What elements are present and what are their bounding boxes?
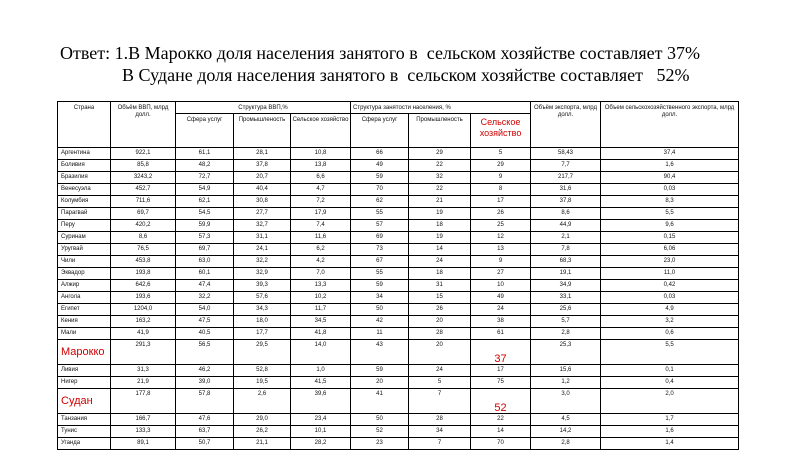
value-cell: 49 xyxy=(351,160,409,172)
value-cell: 9 xyxy=(471,172,531,184)
value-cell: 21 xyxy=(409,196,471,208)
value-cell: 4,2 xyxy=(291,256,351,268)
table-row xyxy=(58,208,739,220)
value-cell: 163,2 xyxy=(111,316,176,328)
value-cell: 4,7 xyxy=(291,184,351,196)
country-cell: Уругвай xyxy=(58,244,111,256)
value-cell: 20 xyxy=(409,340,471,365)
value-cell: 25,6 xyxy=(531,304,601,316)
value-cell: 13 xyxy=(471,244,531,256)
value-cell: 4,5 xyxy=(531,414,601,426)
subheader-emp-agriculture: Сельское хозяйство xyxy=(471,114,531,148)
value-cell: 1,6 xyxy=(601,160,739,172)
value-cell: 5 xyxy=(471,148,531,160)
table-row xyxy=(58,292,739,304)
value-cell: 14 xyxy=(471,426,531,438)
header-gdp-structure: Структура ВВП,% xyxy=(176,102,351,114)
country-cell: Ангола xyxy=(58,292,111,304)
answer-line-1: Ответ: 1.В Марокко доля населения занятого в сельском хозяйстве составляет 37% xyxy=(60,43,700,63)
value-cell: 22 xyxy=(471,414,531,426)
value-cell: 89,1 xyxy=(111,438,176,450)
value-cell: 76,5 xyxy=(111,244,176,256)
value-cell: 2,0 xyxy=(601,389,739,414)
value-cell: 0,4 xyxy=(601,377,739,389)
country-cell: Алжир xyxy=(58,280,111,292)
value-cell: 11,7 xyxy=(291,304,351,316)
value-cell: 6,6 xyxy=(291,172,351,184)
value-cell: 32,9 xyxy=(234,268,291,280)
value-cell: 55 xyxy=(351,208,409,220)
value-cell: 29,0 xyxy=(234,414,291,426)
table-row xyxy=(58,426,739,438)
value-cell: 29,5 xyxy=(234,340,291,365)
country-cell: Марокко xyxy=(58,340,111,365)
value-cell: 31,6 xyxy=(531,184,601,196)
value-cell: 7,7 xyxy=(531,160,601,172)
value-cell: 31 xyxy=(409,280,471,292)
value-cell: 32,2 xyxy=(234,256,291,268)
value-cell: 41,8 xyxy=(291,328,351,340)
value-cell: 47,5 xyxy=(176,316,234,328)
value-cell: 922,1 xyxy=(111,148,176,160)
header-gdp: Объём ВВП, млрд долл. xyxy=(111,102,176,148)
value-cell: 7 xyxy=(409,389,471,414)
value-cell: 52 xyxy=(351,426,409,438)
value-cell: 63,0 xyxy=(176,256,234,268)
value-cell: 32,7 xyxy=(234,220,291,232)
value-cell: 66 xyxy=(351,148,409,160)
value-cell: 22 xyxy=(409,160,471,172)
country-cell: Кения xyxy=(58,316,111,328)
table-row xyxy=(58,414,739,426)
value-cell: 3,0 xyxy=(531,389,601,414)
value-cell: 1,0 xyxy=(291,365,351,377)
value-cell: 6,2 xyxy=(291,244,351,256)
table-row xyxy=(58,304,739,316)
value-cell: 62 xyxy=(351,196,409,208)
value-cell: 54,0 xyxy=(176,304,234,316)
value-cell: 29 xyxy=(471,160,531,172)
table-row xyxy=(58,172,739,184)
value-cell: 32 xyxy=(409,172,471,184)
table-row xyxy=(58,268,739,280)
country-cell: Парагвай xyxy=(58,208,111,220)
value-cell: 72,7 xyxy=(176,172,234,184)
value-cell: 30,8 xyxy=(234,196,291,208)
value-cell: 34,9 xyxy=(531,280,601,292)
value-cell: 15 xyxy=(409,292,471,304)
value-cell: 37 xyxy=(471,340,531,365)
country-cell: Ливия xyxy=(58,365,111,377)
value-cell: 32,2 xyxy=(176,292,234,304)
value-cell: 34 xyxy=(351,292,409,304)
table-row xyxy=(58,316,739,328)
value-cell: 27,7 xyxy=(234,208,291,220)
value-cell: 21,1 xyxy=(234,438,291,450)
value-cell: 62,1 xyxy=(176,196,234,208)
value-cell: 26 xyxy=(471,208,531,220)
value-cell: 55 xyxy=(351,268,409,280)
table-row xyxy=(58,232,739,244)
value-cell: 13,3 xyxy=(291,280,351,292)
country-cell: Чили xyxy=(58,256,111,268)
value-cell: 34,5 xyxy=(291,316,351,328)
country-cell: Колумбия xyxy=(58,196,111,208)
value-cell: 23,0 xyxy=(601,256,739,268)
value-cell: 59,9 xyxy=(176,220,234,232)
value-cell: 24,1 xyxy=(234,244,291,256)
value-cell: 19,5 xyxy=(234,377,291,389)
country-cell: Танзания xyxy=(58,414,111,426)
table-row xyxy=(58,160,739,172)
value-cell: 8,6 xyxy=(111,232,176,244)
value-cell: 177,8 xyxy=(111,389,176,414)
value-cell: 12 xyxy=(471,232,531,244)
table-row xyxy=(58,244,739,256)
value-cell: 642,6 xyxy=(111,280,176,292)
value-cell: 5,5 xyxy=(601,340,739,365)
value-cell: 1,6 xyxy=(601,426,739,438)
country-statistics-table xyxy=(57,101,739,450)
table-row xyxy=(58,184,739,196)
value-cell: 7,0 xyxy=(291,268,351,280)
value-cell: 2,1 xyxy=(531,232,601,244)
value-cell: 39,6 xyxy=(291,389,351,414)
table-row xyxy=(58,389,739,414)
value-cell: 11,0 xyxy=(601,268,739,280)
value-cell: 13,8 xyxy=(291,160,351,172)
value-cell: 133,3 xyxy=(111,426,176,438)
header-export: Объём экспорта, млрд долл. xyxy=(531,102,601,148)
value-cell: 29 xyxy=(409,148,471,160)
value-cell: 28,1 xyxy=(234,148,291,160)
value-cell: 22 xyxy=(409,184,471,196)
country-cell: Судан xyxy=(58,389,111,414)
value-cell: 7,4 xyxy=(291,220,351,232)
value-cell: 31,3 xyxy=(111,365,176,377)
value-cell: 7 xyxy=(409,438,471,450)
value-cell: 60,1 xyxy=(176,268,234,280)
value-cell: 17,9 xyxy=(291,208,351,220)
value-cell: 1,4 xyxy=(601,438,739,450)
value-cell: 59 xyxy=(351,365,409,377)
country-cell: Аргентина xyxy=(58,148,111,160)
value-cell: 11 xyxy=(351,328,409,340)
value-cell: 5 xyxy=(409,377,471,389)
value-cell: 1,2 xyxy=(531,377,601,389)
value-cell: 26 xyxy=(409,304,471,316)
subheader-gdp-industry: Промышленость xyxy=(234,114,291,148)
value-cell: 75 xyxy=(471,377,531,389)
value-cell: 43 xyxy=(351,340,409,365)
value-cell: 193,6 xyxy=(111,292,176,304)
value-cell: 2,6 xyxy=(234,389,291,414)
value-cell: 31,1 xyxy=(234,232,291,244)
value-cell: 69 xyxy=(351,232,409,244)
value-cell: 18 xyxy=(409,220,471,232)
value-cell: 28 xyxy=(409,414,471,426)
subheader-gdp-services: Сфера услуг xyxy=(176,114,234,148)
country-cell: Уганда xyxy=(58,438,111,450)
value-cell: 34,3 xyxy=(234,304,291,316)
value-cell: 452,7 xyxy=(111,184,176,196)
value-cell: 14 xyxy=(409,244,471,256)
subheader-emp-services: Сфера услуг xyxy=(351,114,409,148)
value-cell: 59 xyxy=(351,172,409,184)
value-cell: 17 xyxy=(471,365,531,377)
value-cell: 8,3 xyxy=(601,196,739,208)
value-cell: 0,6 xyxy=(601,328,739,340)
value-cell: 50,7 xyxy=(176,438,234,450)
country-cell: Боливия xyxy=(58,160,111,172)
value-cell: 68,3 xyxy=(531,256,601,268)
country-cell: Бразилия xyxy=(58,172,111,184)
value-cell: 17,7 xyxy=(234,328,291,340)
value-cell: 46,2 xyxy=(176,365,234,377)
value-cell: 47,6 xyxy=(176,414,234,426)
value-cell: 17 xyxy=(471,196,531,208)
value-cell: 85,8 xyxy=(111,160,176,172)
value-cell: 41,5 xyxy=(291,377,351,389)
value-cell: 57 xyxy=(351,220,409,232)
table-row xyxy=(58,340,739,365)
table-row xyxy=(58,365,739,377)
value-cell: 42 xyxy=(351,316,409,328)
value-cell: 40,4 xyxy=(234,184,291,196)
value-cell: 69,7 xyxy=(176,244,234,256)
value-cell: 50 xyxy=(351,304,409,316)
table-row xyxy=(58,438,739,450)
answer-line-2: В Судане доля населения занятого в сельском хозяйстве составляет 52% xyxy=(122,65,690,85)
value-cell: 166,7 xyxy=(111,414,176,426)
header-employment-structure: Структура занятости населения, % xyxy=(351,102,531,114)
value-cell: 0,1 xyxy=(601,365,739,377)
value-cell: 90,4 xyxy=(601,172,739,184)
value-cell: 20 xyxy=(409,316,471,328)
value-cell: 420,2 xyxy=(111,220,176,232)
value-cell: 453,8 xyxy=(111,256,176,268)
value-cell: 14,0 xyxy=(291,340,351,365)
table-row xyxy=(58,220,739,232)
value-cell: 10,1 xyxy=(291,426,351,438)
value-cell: 39,0 xyxy=(176,377,234,389)
country-cell: Эквадор xyxy=(58,268,111,280)
country-cell: Мали xyxy=(58,328,111,340)
value-cell: 28 xyxy=(409,328,471,340)
value-cell: 1,7 xyxy=(601,414,739,426)
value-cell: 50 xyxy=(351,414,409,426)
value-cell: 217,7 xyxy=(531,172,601,184)
value-cell: 24 xyxy=(409,256,471,268)
value-cell: 0,03 xyxy=(601,184,739,196)
value-cell: 40,5 xyxy=(176,328,234,340)
value-cell: 39,3 xyxy=(234,280,291,292)
value-cell: 41 xyxy=(351,389,409,414)
value-cell: 26,2 xyxy=(234,426,291,438)
value-cell: 41,9 xyxy=(111,328,176,340)
value-cell: 3243,2 xyxy=(111,172,176,184)
value-cell: 57,8 xyxy=(176,389,234,414)
value-cell: 63,7 xyxy=(176,426,234,438)
value-cell: 0,42 xyxy=(601,280,739,292)
value-cell: 69,7 xyxy=(111,208,176,220)
table-row xyxy=(58,328,739,340)
country-cell: Суринам xyxy=(58,232,111,244)
value-cell: 70 xyxy=(351,184,409,196)
value-cell: 24 xyxy=(471,304,531,316)
value-cell: 15,6 xyxy=(531,365,601,377)
value-cell: 2,8 xyxy=(531,328,601,340)
value-cell: 3,2 xyxy=(601,316,739,328)
value-cell: 711,6 xyxy=(111,196,176,208)
table-row xyxy=(58,377,739,389)
value-cell: 23 xyxy=(351,438,409,450)
country-cell: Нигер xyxy=(58,377,111,389)
value-cell: 10,8 xyxy=(291,148,351,160)
value-cell: 20,7 xyxy=(234,172,291,184)
value-cell: 49 xyxy=(471,292,531,304)
value-cell: 70 xyxy=(471,438,531,450)
value-cell: 67 xyxy=(351,256,409,268)
value-cell: 37,8 xyxy=(234,160,291,172)
value-cell: 52,8 xyxy=(234,365,291,377)
value-cell: 5,7 xyxy=(531,316,601,328)
value-cell: 8,6 xyxy=(531,208,601,220)
value-cell: 27 xyxy=(471,268,531,280)
value-cell: 10 xyxy=(471,280,531,292)
value-cell: 7,8 xyxy=(531,244,601,256)
value-cell: 56,5 xyxy=(176,340,234,365)
value-cell: 38 xyxy=(471,316,531,328)
value-cell: 54,5 xyxy=(176,208,234,220)
value-cell: 19,1 xyxy=(531,268,601,280)
value-cell: 48,2 xyxy=(176,160,234,172)
value-cell: 73 xyxy=(351,244,409,256)
value-cell: 61 xyxy=(471,328,531,340)
value-cell: 291,3 xyxy=(111,340,176,365)
value-cell: 5,5 xyxy=(601,208,739,220)
value-cell: 2,8 xyxy=(531,438,601,450)
value-cell: 8 xyxy=(471,184,531,196)
country-cell: Египет xyxy=(58,304,111,316)
subheader-emp-industry: Промышленость xyxy=(409,114,471,148)
value-cell: 25,3 xyxy=(531,340,601,365)
value-cell: 25 xyxy=(471,220,531,232)
value-cell: 18,0 xyxy=(234,316,291,328)
value-cell: 33,1 xyxy=(531,292,601,304)
value-cell: 6,06 xyxy=(601,244,739,256)
subheader-gdp-agriculture: Сельское хозяйство xyxy=(291,114,351,148)
country-cell: Венесуэла xyxy=(58,184,111,196)
value-cell: 59 xyxy=(351,280,409,292)
value-cell: 19 xyxy=(409,208,471,220)
value-cell: 1204,0 xyxy=(111,304,176,316)
value-cell: 57,3 xyxy=(176,232,234,244)
value-cell: 37,8 xyxy=(531,196,601,208)
value-cell: 61,1 xyxy=(176,148,234,160)
table-row xyxy=(58,196,739,208)
country-cell: Перу xyxy=(58,220,111,232)
header-agri-export: Объем сельскохозяйственного экспорта, млрд долл. xyxy=(601,102,739,148)
value-cell: 21,9 xyxy=(111,377,176,389)
value-cell: 58,43 xyxy=(531,148,601,160)
value-cell: 10,2 xyxy=(291,292,351,304)
value-cell: 9 xyxy=(471,256,531,268)
value-cell: 57,6 xyxy=(234,292,291,304)
value-cell: 52 xyxy=(471,389,531,414)
value-cell: 0,15 xyxy=(601,232,739,244)
header-country: Страна xyxy=(58,102,111,148)
value-cell: 54,9 xyxy=(176,184,234,196)
value-cell: 18 xyxy=(409,268,471,280)
table-row xyxy=(58,148,739,160)
value-cell: 37,4 xyxy=(601,148,739,160)
value-cell: 11,6 xyxy=(291,232,351,244)
value-cell: 19 xyxy=(409,232,471,244)
value-cell: 24 xyxy=(409,365,471,377)
value-cell: 7,2 xyxy=(291,196,351,208)
value-cell: 44,9 xyxy=(531,220,601,232)
table-row xyxy=(58,256,739,268)
value-cell: 193,8 xyxy=(111,268,176,280)
value-cell: 0,03 xyxy=(601,292,739,304)
value-cell: 34 xyxy=(409,426,471,438)
value-cell: 14,2 xyxy=(531,426,601,438)
country-cell: Тунис xyxy=(58,426,111,438)
value-cell: 23,4 xyxy=(291,414,351,426)
value-cell: 4,9 xyxy=(601,304,739,316)
value-cell: 9,6 xyxy=(601,220,739,232)
table-row xyxy=(58,280,739,292)
value-cell: 47,4 xyxy=(176,280,234,292)
value-cell: 20 xyxy=(351,377,409,389)
value-cell: 28,2 xyxy=(291,438,351,450)
